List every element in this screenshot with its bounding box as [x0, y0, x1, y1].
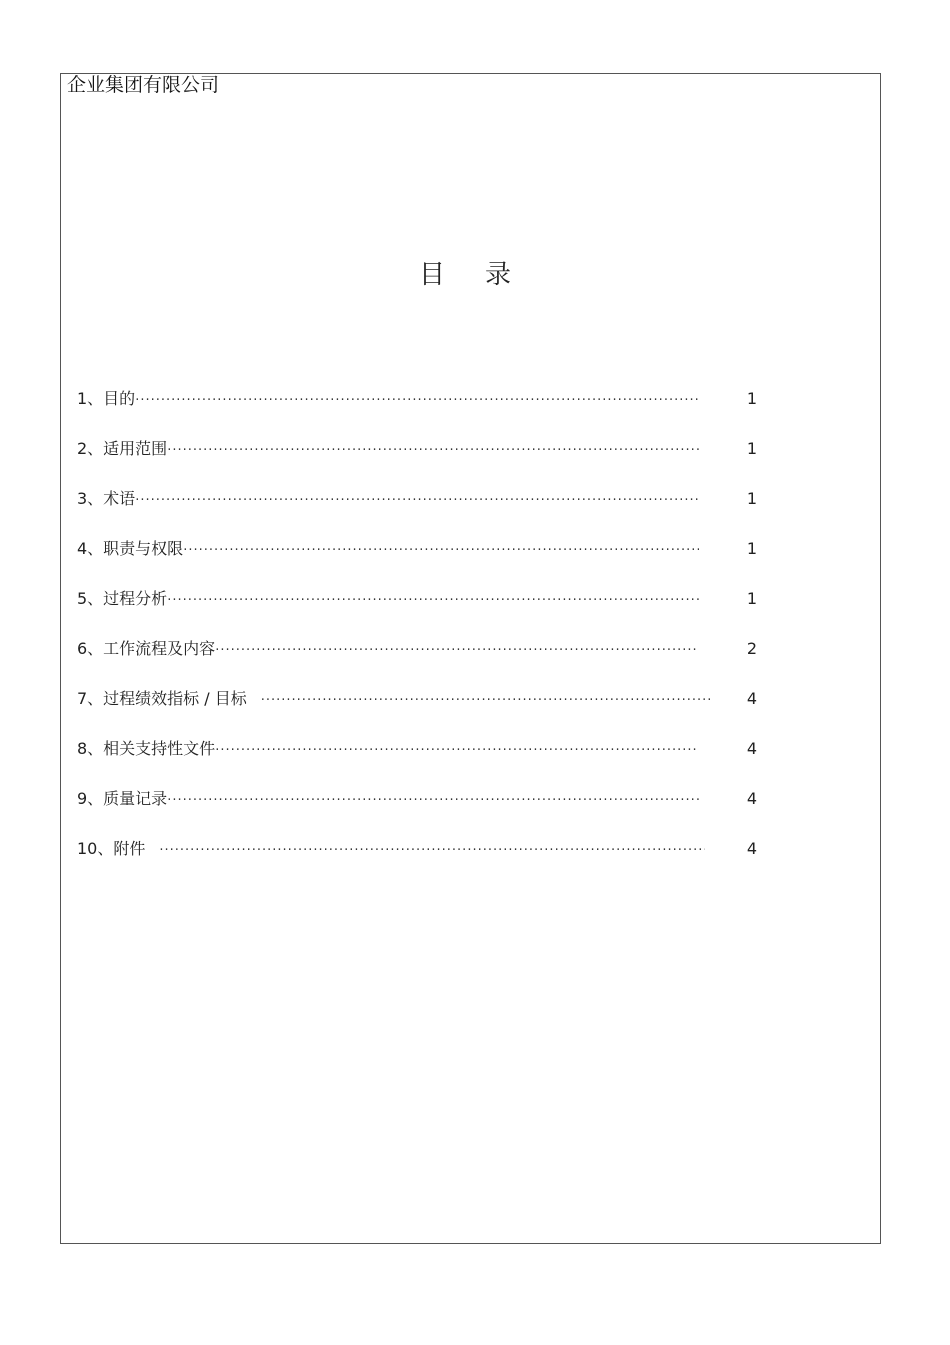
toc-dot-leader	[167, 436, 699, 466]
toc-entry[interactable]	[77, 634, 757, 684]
toc-entry-label: 8、相关支持性文件	[77, 739, 216, 758]
toc-entry[interactable]	[77, 384, 757, 434]
toc-entry[interactable]	[77, 784, 757, 834]
toc-dot-leader	[167, 786, 699, 816]
toc-dot-leader	[261, 686, 713, 716]
toc-entry-label: 6、工作流程及内容	[77, 639, 216, 658]
toc-entry-label: 5、过程分析	[77, 589, 168, 608]
toc-entry[interactable]	[77, 534, 757, 584]
toc-dot-leader	[135, 386, 699, 416]
toc-dot-leader	[183, 536, 699, 566]
toc-entry-page: 1	[746, 389, 757, 408]
toc-entry-label: 2、适用范围	[77, 439, 168, 458]
toc-title: 目录	[418, 260, 551, 290]
toc-entry-page: 1	[746, 439, 757, 458]
toc-entry-page: 4	[746, 839, 757, 858]
toc-entry[interactable]	[77, 734, 757, 784]
toc-entry-label: 1、目的	[77, 389, 136, 408]
toc-entry-page: 4	[746, 789, 757, 808]
toc-entry[interactable]	[77, 834, 757, 884]
toc-entry[interactable]	[77, 584, 757, 634]
toc-entry-page: 4	[746, 739, 757, 758]
toc-list	[77, 384, 757, 884]
toc-dot-leader	[159, 836, 705, 866]
toc-entry-page: 1	[746, 589, 757, 608]
toc-dot-leader	[135, 486, 699, 516]
toc-entry[interactable]	[77, 484, 757, 534]
toc-entry[interactable]	[77, 434, 757, 484]
toc-entry-page: 1	[746, 489, 757, 508]
toc-entry-page: 4	[746, 689, 757, 708]
toc-dot-leader	[215, 636, 699, 666]
toc-dot-leader	[167, 586, 699, 616]
toc-entry-label: 10、附件	[77, 839, 146, 858]
toc-entry-page: 2	[746, 639, 757, 658]
toc-entry-label: 4、职责与权限	[77, 539, 184, 558]
toc-entry-label: 9、质量记录	[77, 789, 168, 808]
toc-entry-label: 3、术语	[77, 489, 136, 508]
toc-dot-leader	[215, 736, 699, 766]
company-name: 企业集团有限公司	[67, 74, 220, 96]
toc-entry[interactable]	[77, 684, 757, 734]
toc-entry-page: 1	[746, 539, 757, 558]
toc-entry-label: 7、过程绩效指标 / 目标	[77, 689, 247, 708]
